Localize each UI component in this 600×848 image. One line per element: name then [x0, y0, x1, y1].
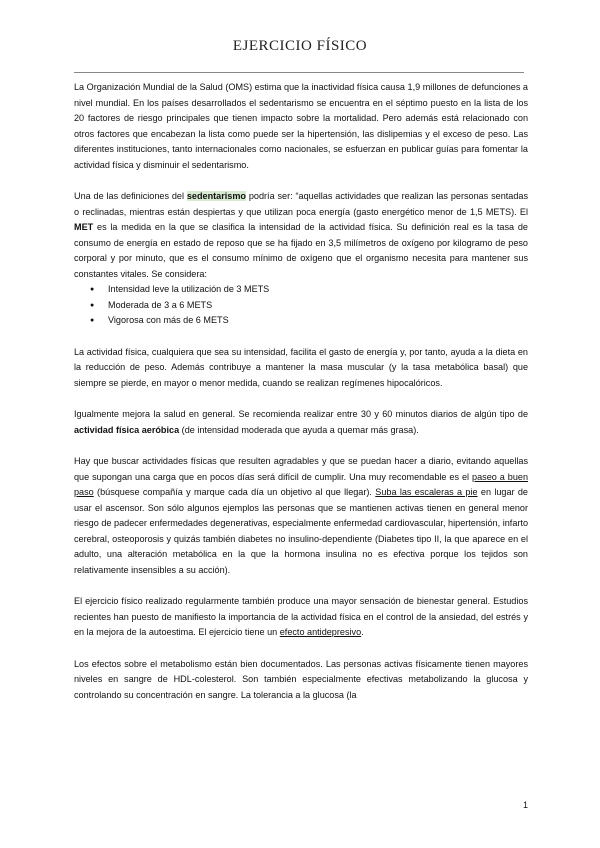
met-intensity-list	[74, 282, 528, 329]
paragraph-4	[74, 407, 528, 438]
bold-term-aerobic: actividad física aeróbica	[74, 424, 180, 435]
paragraph-1: La Organización Mundial de la Salud (OMS) estima que la inactividad física causa 1,9 millones de defunciones a nivel mundial. En los países desarrollados el sedentarismo se encuentra en el séptimo puesto en la lista de los 20 factores de riesgo principales que tienen impacto sobre la mortalidad. Pero además está relacionado con otros factores que encabezan la lista como puede ser la hipertensión, las dislipemias y el exceso de peso. Las diferentes instituciones, tanto internacionales como nacionales, se esfuerzan en publicar guías para fomentar la actividad física y disminuir el sedentarismo.	[74, 82, 528, 170]
page-title: EJERCICIO FÍSICO	[232, 38, 368, 54]
paragraph-7: Los efectos sobre el metabolismo están bien documentados. Las personas activas físicamente tienen mayores niveles en sangre de HDL-colesterol. Son también especialmente efectivas metabolizando la glucosa y controlando su concentración en sangre. La tolerancia a la glucosa (la	[74, 658, 528, 700]
bold-term-met: MET	[74, 222, 94, 232]
paragraph-6-text-a: El ejercicio físico realizado regularmente también produce una mayor sensación de bienestar general. Estudios recientes han puesto de manifiesto la importancia de la actividad física en el control de la ansiedad, del estrés y en la mejora de la autoestima. El ejercicio tiene un	[74, 596, 528, 637]
document-body	[74, 80, 528, 719]
highlighted-term-sedentarismo: sedentarismo	[186, 191, 246, 201]
paragraph-3: La actividad física, cualquiera que sea su intensidad, facilita el gasto de energía y, por tanto, ayuda a la dieta en la reducción de peso. Además contribuye a mantener la masa muscular (y la tasa metabólica basal) que siempre se pierde, en mayor o menor medida, cuando se realizan regímenes hipocalóricos.	[74, 346, 528, 388]
paragraph-5	[74, 454, 528, 578]
page-number: 1	[522, 800, 528, 810]
paragraph-2-text-c: es la medida en la que se clasifica la intensidad de la actividad física. Su definición real es la tasa de consumo de energía en estado de reposo que se ha fijado en 3,5 milímetros de oxígeno por kilogramo de peso corporal y por minuto, que es el consumo mínimo de oxígeno que el organismo necesita para mantener sus constantes vitales. Se considera:	[74, 222, 528, 279]
list-item: ● Intensidad leve la utilización de 3 METS	[108, 282, 528, 298]
paragraph-5-text-a: Hay que buscar actividades físicas que resulten agradables y que se puedan hacer a diario, evitando aquellas que supongan una carga que en pocos días será difícil de cumplir. Una muy recomendable es el	[74, 456, 528, 482]
link-efecto-antidepresivo[interactable]: efecto antidepresivo	[279, 627, 362, 637]
paragraph-4-text-b: (de intensidad moderada que ayuda a quemar más grasa).	[179, 424, 419, 435]
paragraph-2-text-a: Una de las definiciones del	[74, 191, 187, 201]
paragraph-2	[74, 189, 528, 282]
list-item: ● Vigorosa con más de 6 METS	[108, 313, 528, 329]
paragraph-2-text-b: podría ser: “aquellas actividades que realizan las personas sentadas o reclinadas, mientras están despiertas y que utilizan poca energía (gasto energético menor de 1,5 METS). El	[74, 191, 528, 217]
list-item: ● Moderada de 3 a 6 METS	[108, 298, 528, 314]
paragraph-5-text-b: (búsquese compañía y marque cada día un objetivo al que llegar).	[93, 487, 376, 497]
paragraph-5-text-c: en lugar de usar el ascensor. Son sólo algunos ejemplos las personas que se mantienen activas tienen en general menor riesgo de padecer enfermedades degenerativas, especialmente enfermedad cardiovascular, hipertensión, infarto cerebral, osteoporosis y quizás también diabetes no insulino-dependiente (Diabetes tipo II, la que aparece en el adulto, una alteración metabólica en la que la hormona insulina no es efectiva porque los tejidos son relativamente insensibles a su acción).	[74, 487, 528, 575]
paragraph-6	[74, 594, 528, 641]
link-suba-las-escaleras[interactable]: Suba las escaleras a pie	[375, 487, 478, 497]
title-divider	[74, 72, 524, 73]
paragraph-6-text-b: .	[361, 627, 364, 637]
paragraph-4-text-a: Igualmente mejora la salud en general. Se recomienda realizar entre 30 y 60 minutos diarios de algún tipo de	[74, 409, 528, 419]
link-paseo-a-buen-paso[interactable]: paseo a buen paso	[74, 471, 529, 497]
